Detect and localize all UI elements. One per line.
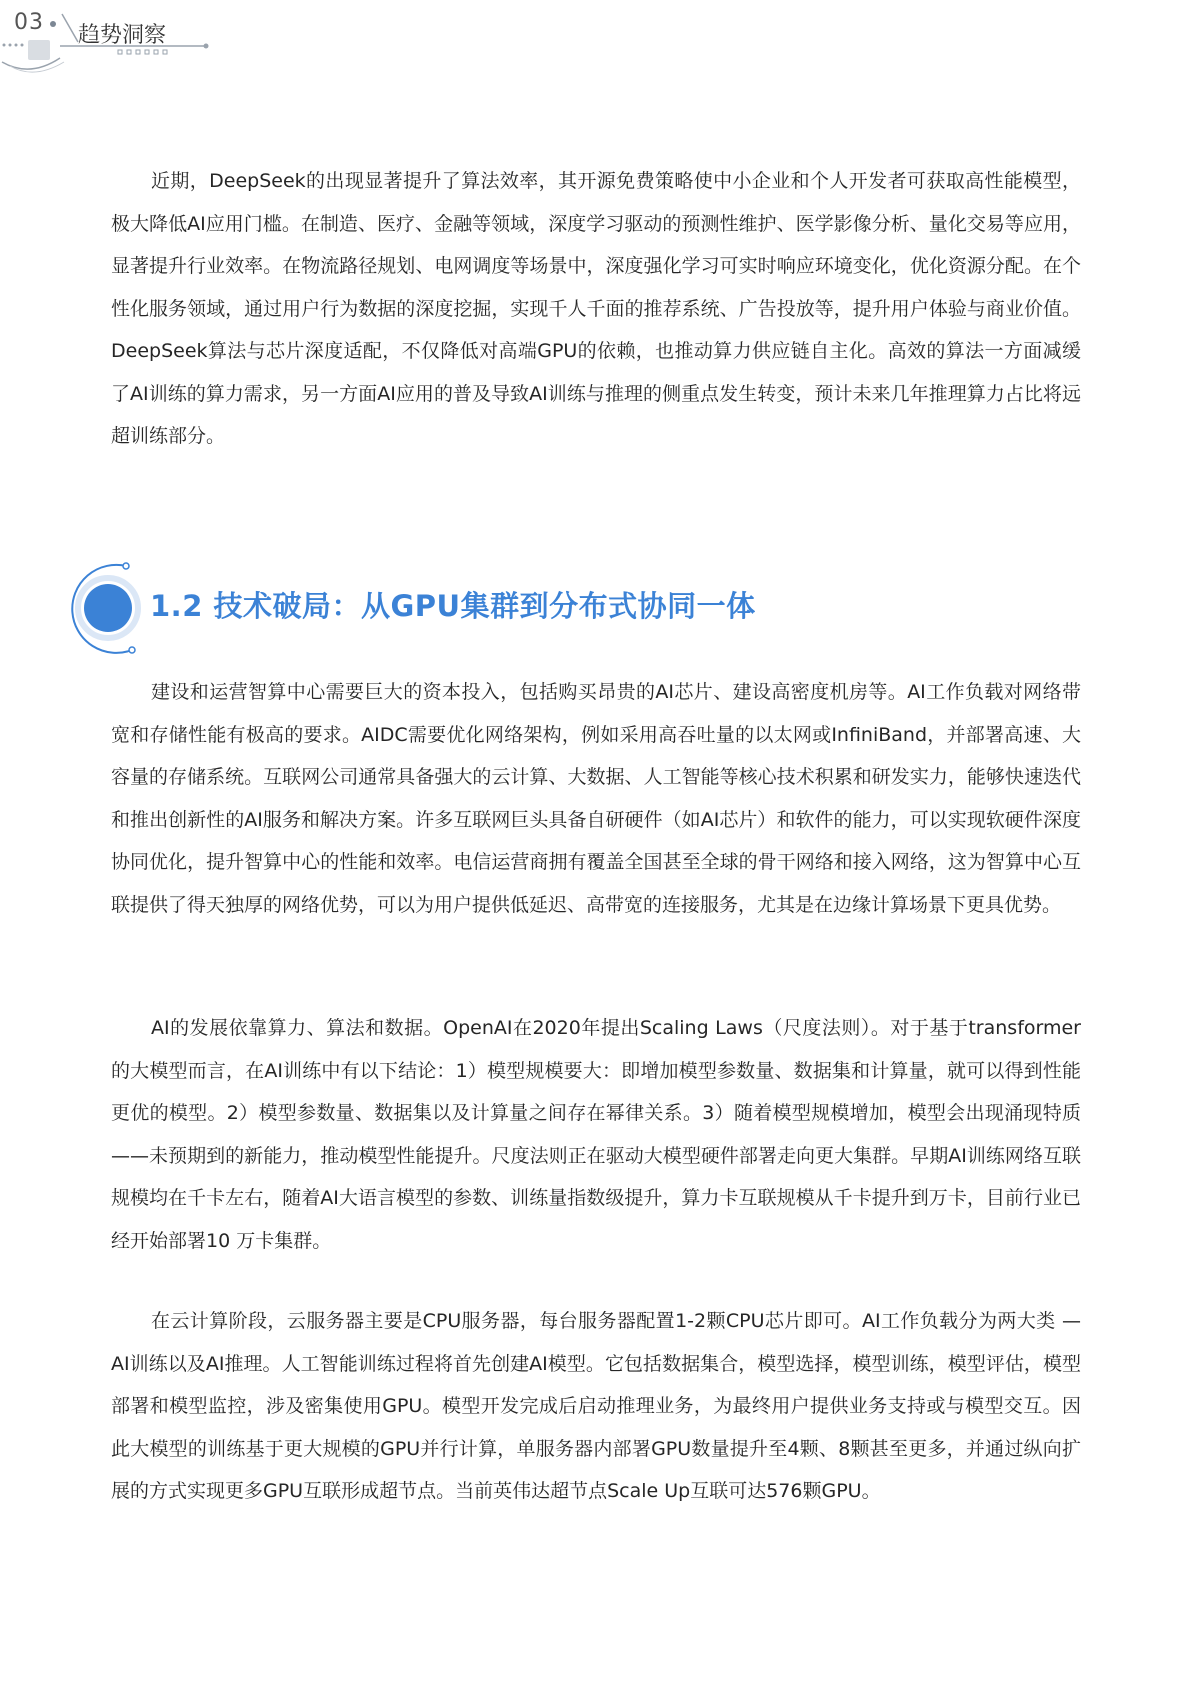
page-header xyxy=(0,0,240,80)
section-title: 1.2 技术破局：从GPU集群到分布式协同一体 xyxy=(150,589,756,623)
body-paragraph: 在云计算阶段，云服务器主要是CPU服务器，每台服务器配置1-2颗CPU芯片即可。AI工作负载分为两大类 — AI训练以及AI推理。人工智能训练过程将首先创建AI模型。它包括数据集合，模型选择，模型训练，模型评估，模型部署和模型监控，涉及密集使用GPU。模型开发完成后启动推理业务，为最终用户提供业务支持或与模型交互。因此大模型的训练基于更大规模的GPU并行计算，单服务器内部署GPU数量提升至4颗、8颗甚至更多，并通过纵向扩展的方式实现更多GPU互联形成超节点。当前英伟达超节点Scale Up互联可达576颗GPU。 xyxy=(111,1310,1082,1502)
body-paragraph: 建设和运营智算中心需要巨大的资本投入，包括购买昂贵的AI芯片、建设高密度机房等。AI工作负载对网络带宽和存储性能有极高的要求。AIDC需要优化网络架构，例如采用高吞吐量的以太网或InfiniBand，并部署高速、大容量的存储系统。互联网公司通常具备强大的云计算、大数据、人工智能等核心技术积累和研发实力，能够快速迭代和推出创新性的AI服务和解决方案。许多互联网巨头具备自研硬件（如AI芯片）和软件的能力，可以实现软硬件深度协同优化，提升智算中心的性能和效率。电信运营商拥有覆盖全国甚至全球的骨干网络和接入网络，这为智算中心互联提供了得天独厚的网络优势，可以为用户提供低延迟、高带宽的连接服务，尤其是在边缘计算场景下更具优势。 xyxy=(111,681,1081,916)
header-section-label: 趋势洞察 xyxy=(78,23,167,48)
body-paragraph: AI的发展依靠算力、算法和数据。OpenAI在2020年提出Scaling Laws（尺度法则）。对于基于transformer的大模型而言，在AI训练中有以下结论：1）模型规模要大：即增加模型参数量、数据集和计算量，就可以得到性能更优的模型。2）模型参数量、数据集以及计算量之间存在幂律关系。3）随着模型规模增加，模型会出现涌现特质——未预期到的新能力，推动模型性能提升。尺度法则正在驱动大模型硬件部署走向更大集群。早期AI训练网络互联规模均在千卡左右，随着AI大语言模型的参数、训练量指数级提升，算力卡互联规模从千卡提升到万卡，目前行业已经开始部署10 万卡集群。 xyxy=(111,1017,1081,1252)
heading-ring-icon xyxy=(60,560,150,660)
body-paragraph: 近期，DeepSeek的出现显著提升了算法效率，其开源免费策略使中小企业和个人开发者可获取高性能模型，极大降低AI应用门槛。在制造、医疗、金融等领域，深度学习驱动的预测性维护、医学影像分析、量化交易等应用，显著提升行业效率。在物流路径规划、电网调度等场景中，深度强化学习可实时响应环境变化，优化资源分配。在个性化服务领域，通过用户行为数据的深度挖掘，实现千人千面的推荐系统、广告投放等，提升用户体验与商业价值。DeepSeek算法与芯片深度适配，不仅降低对高端GPU的依赖，也推动算力供应链自主化。高效的算法一方面减缓了AI训练的算力需求，另一方面AI应用的普及导致AI训练与推理的侧重点发生转变，预计未来几年推理算力占比将远超训练部分。 xyxy=(111,170,1081,447)
page-number: 03 xyxy=(14,10,44,35)
section-heading xyxy=(60,560,960,670)
